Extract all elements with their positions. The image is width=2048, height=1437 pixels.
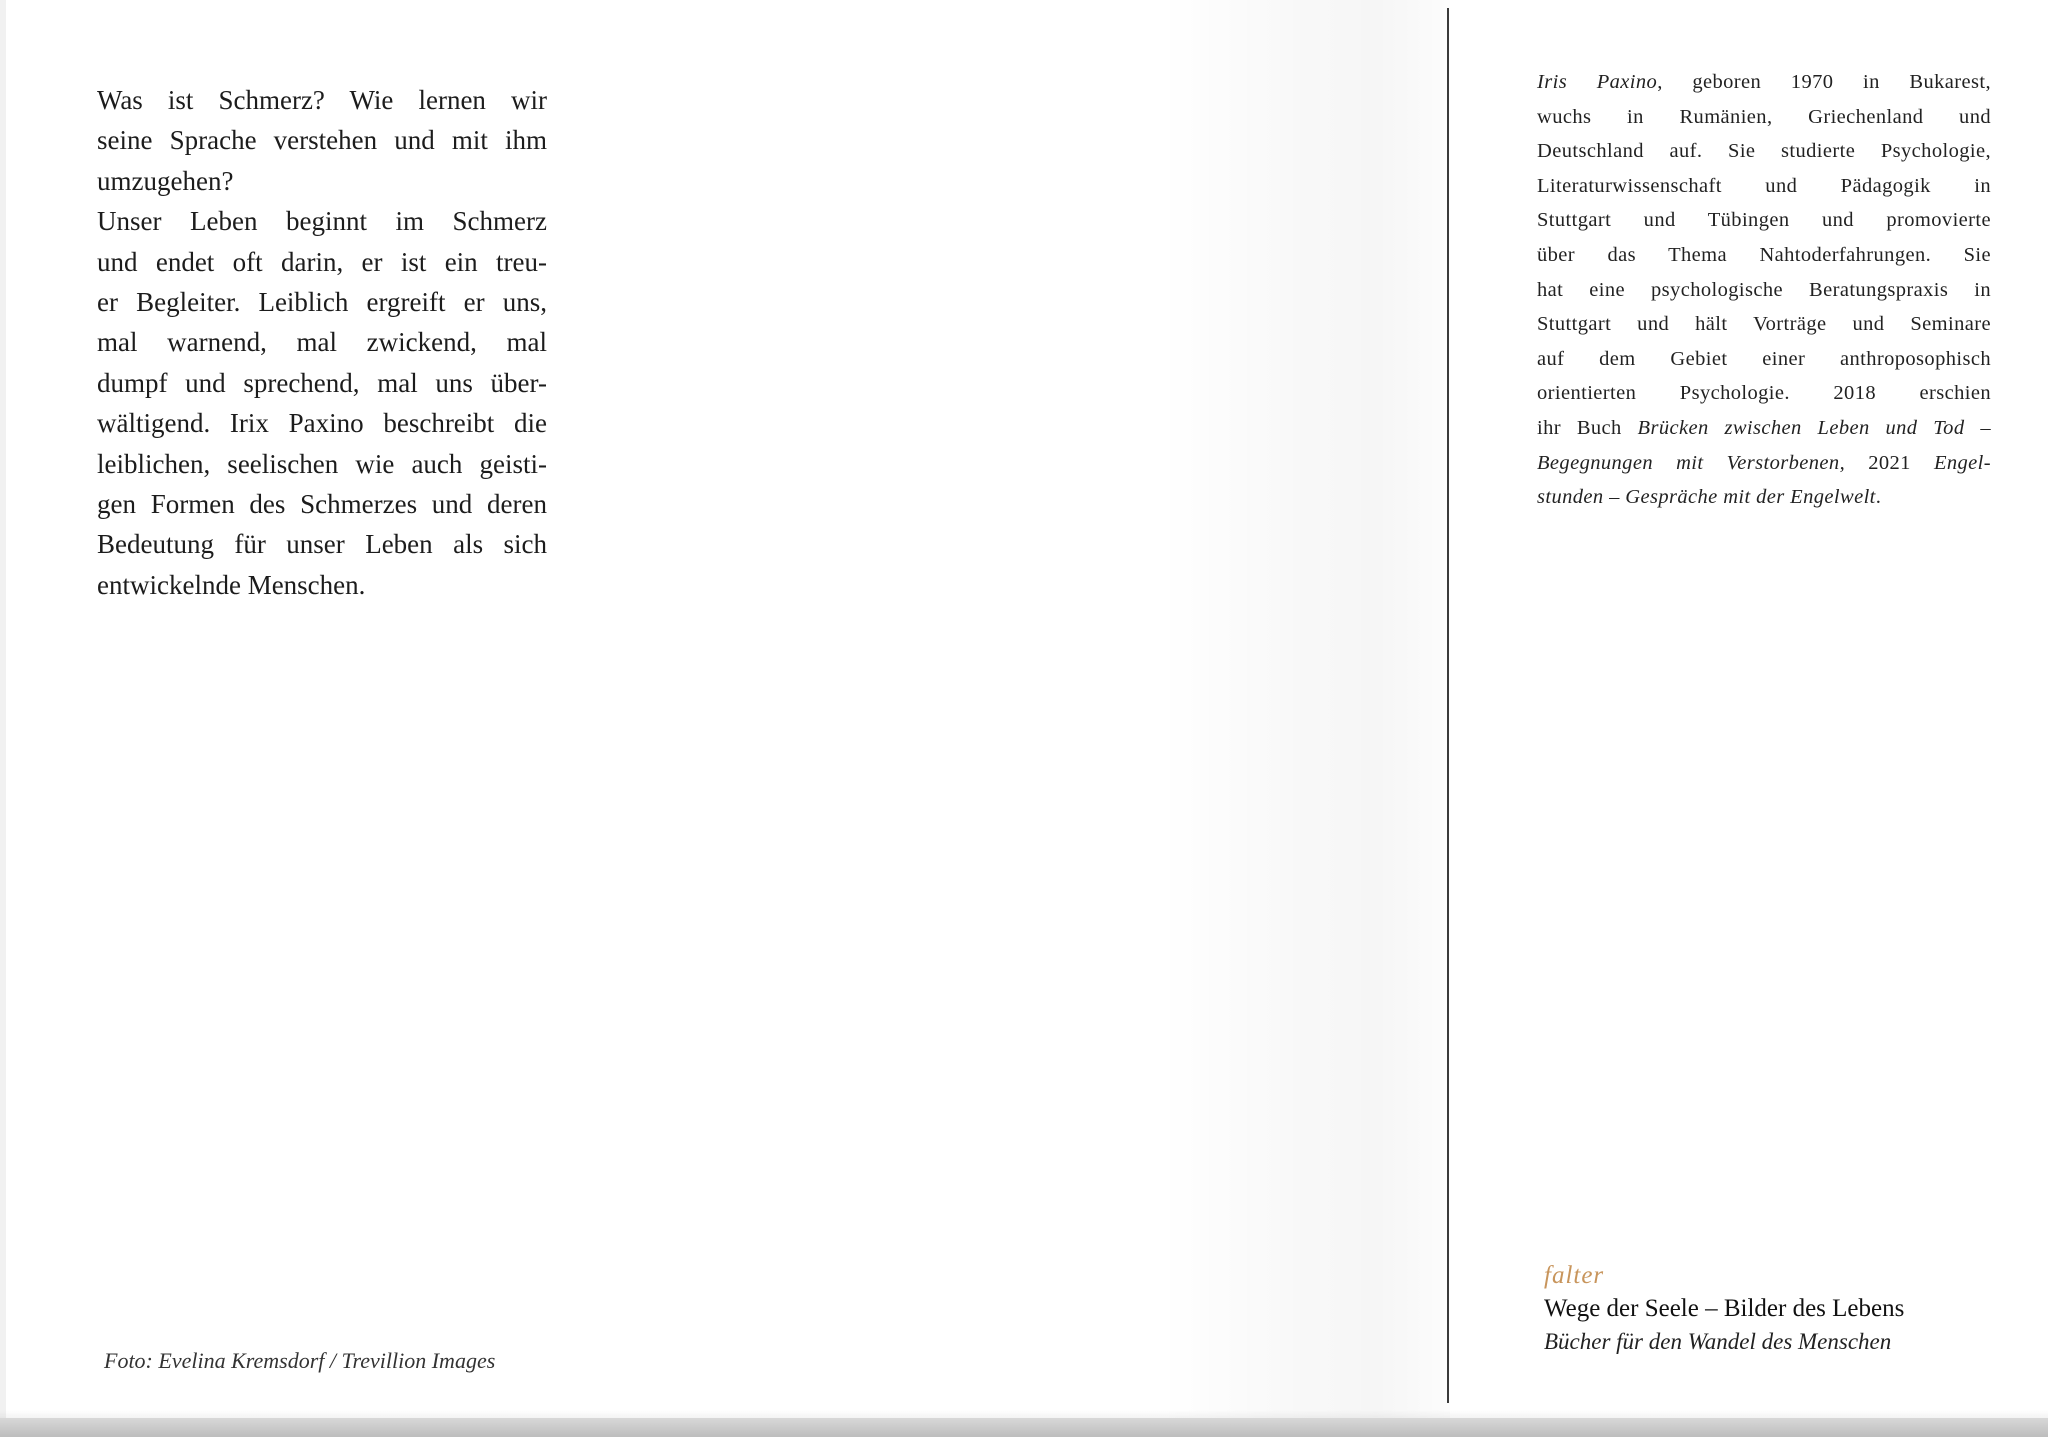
blurb-line: Unser Leben beginnt im Schmerz — [97, 206, 547, 237]
blurb-line: wältigend. Irix Paxino beschreibt die — [97, 408, 547, 439]
bio-line: orientierten Psychologie. 2018 erschien — [1537, 382, 1991, 405]
bio-line: Deutschland auf. Sie studierte Psychologie, — [1537, 140, 1991, 163]
author-name: Iris Paxino — [1537, 71, 1658, 93]
spine-shading — [1160, 0, 1450, 1437]
bio-line: ihr Buch Brücken zwischen Leben und Tod – — [1537, 416, 1991, 439]
blurb-line: leiblichen, seelischen wie auch geisti- — [97, 448, 547, 479]
book-title: stunden – Gespräche mit der Engelwelt — [1537, 486, 1876, 509]
blurb-line: gen Formen des Schmerzes und deren — [97, 488, 547, 519]
scan-bottom-edge — [0, 1418, 2048, 1437]
series-title: Wege der Seele – Bilder des Lebens — [1544, 1295, 1905, 1322]
bio-line: Begegnungen mit Verstorbenen, 2021 Engel- — [1537, 451, 1991, 474]
blurb-line: seine Sprache verstehen und mit ihm — [97, 125, 547, 156]
blurb-line: entwickelnde Menschen. — [97, 569, 366, 600]
bio-line: stunden – Gespräche mit der Engelwelt. — [1537, 486, 1882, 509]
blurb-line: Bedeutung für unser Leben als sich — [97, 529, 547, 560]
bio-line: über das Thema Nahtoderfahrungen. Sie — [1537, 243, 1991, 266]
flap-fold-line — [1447, 8, 1449, 1403]
bio-line: auf dem Gebiet einer anthroposophisch — [1537, 347, 1991, 370]
blurb-line: mal warnend, mal zwickend, mal — [97, 327, 547, 358]
scan-left-edge — [0, 0, 6, 1437]
blurb-line: umzugehen? — [97, 165, 234, 196]
publisher-logo: falter — [1544, 1262, 1605, 1289]
series-slogan: Bücher für den Wandel des Menschen — [1544, 1329, 1892, 1354]
back-cover-blurb — [97, 80, 547, 605]
blurb-line: er Begleiter. Leiblich ergreift er uns, — [97, 286, 547, 317]
bio-line: Iris Paxino, geboren 1970 in Bukarest, — [1537, 71, 1991, 93]
blurb-line: und endet oft darin, er ist ein treu- — [97, 246, 547, 277]
publisher-block — [1544, 1262, 1904, 1355]
bio-line: Literaturwissenschaft und Pädagogik in — [1537, 174, 1991, 197]
book-title: Brücken zwischen Leben und Tod – — [1637, 416, 1991, 439]
bio-line: Stuttgart und hält Vorträge und Seminare — [1537, 313, 1991, 336]
photo-credit: Foto: Evelina Kremsdorf / Trevillion Images — [104, 1348, 496, 1373]
bio-line: hat eine psychologische Beratungspraxis in — [1537, 278, 1991, 301]
blurb-line: Was ist Schmerz? Wie lernen wir — [97, 85, 547, 115]
book-title: Engel- — [1933, 451, 1991, 474]
blurb-line: dumpf und sprechend, mal uns über- — [97, 367, 547, 398]
book-title: Begegnungen mit Verstorbenen, — [1537, 451, 1846, 474]
bio-line: Stuttgart und Tübingen und promovierte — [1537, 209, 1991, 232]
bio-line: wuchs in Rumänien, Griechenland und — [1537, 105, 1991, 128]
author-bio — [1537, 65, 1991, 515]
